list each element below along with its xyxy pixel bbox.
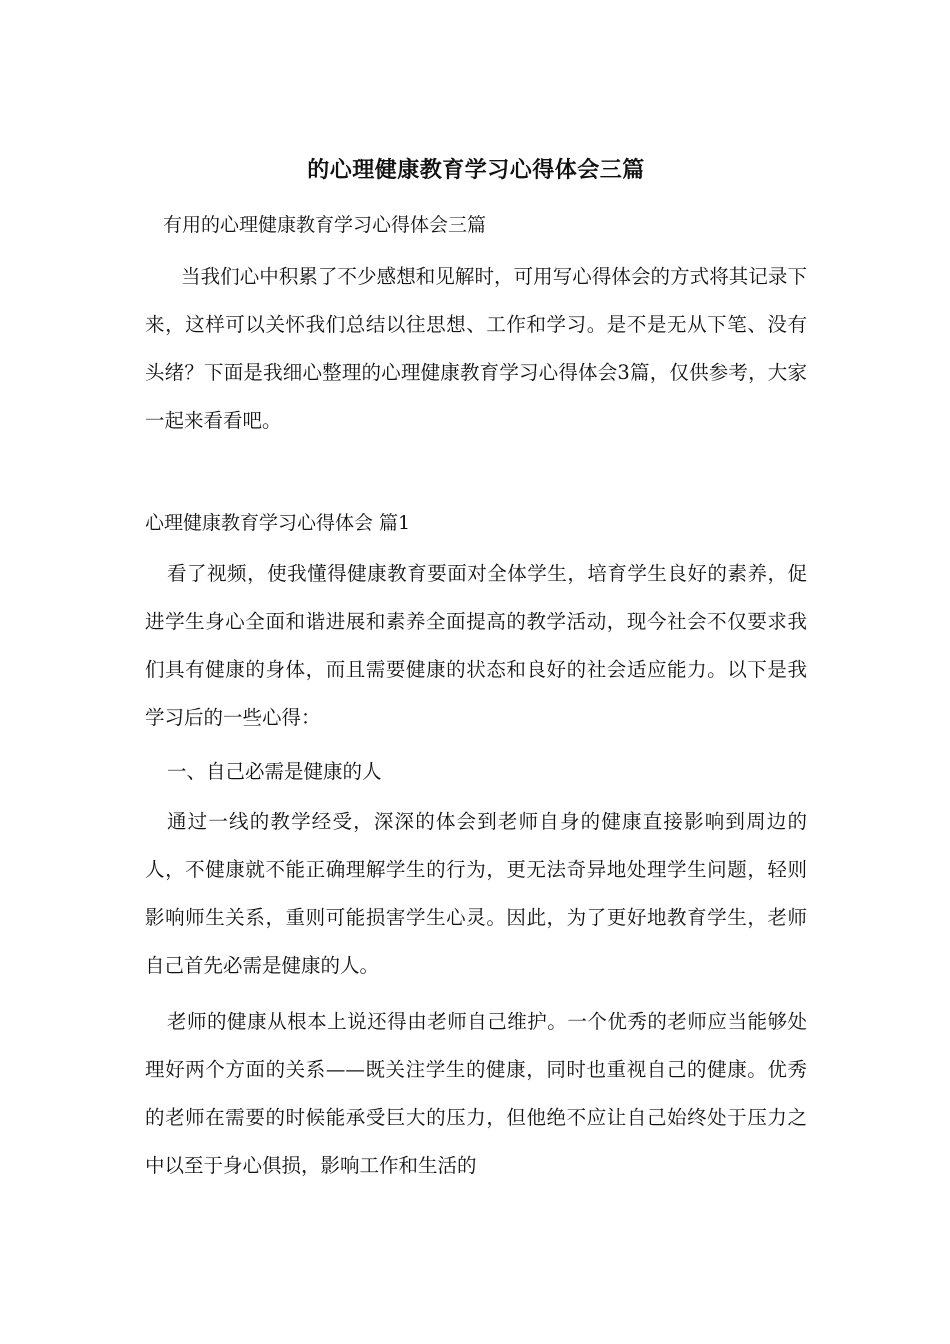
body-paragraph-1: 看了视频，使我懂得健康教育要面对全体学生，培育学生良好的素养，促进学生身心全面和谐进展和素养全面提高的教学活动，现今社会不仅要求我们具有健康的身体，而且需要健康的状态和良好的社会适应能力。以下是我学习后的一些心得： bbox=[145, 562, 807, 729]
body-paragraph-2: 通过一线的教学经受，深深的体会到老师自身的健康直接影响到周边的人，不健康就不能正确理解学生的行为，更无法奇异地处理学生问题，轻则影响师生关系，重则可能损害学生心灵。因此，为了更好地教育学生，老师自己首先必需是健康的人。 bbox=[145, 810, 807, 977]
subheading-one: 一、自己必需是健康的人 bbox=[167, 760, 382, 783]
document-subtitle: 有用的心理健康教育学习心得体会三篇 bbox=[163, 214, 487, 236]
body-paragraph-3: 老师的健康从根本上说还得由老师自己维护。一个优秀的老师应当能够处理好两个方面的关系——既关注学生的健康，同时也重视自己的健康。优秀的老师在需要的时候能承受巨大的压力，但他绝不应让自己始终处于压力之中以至于身心俱损，影响工作和生活的 bbox=[145, 1010, 807, 1177]
document-title: 的心理健康教育学习心得体会三篇 bbox=[307, 157, 645, 183]
intro-paragraph: 当我们心中积累了不少感想和见解时，可用写心得体会的方式将其记录下来，这样可以关怀我们总结以往思想、工作和学习。是不是无从下笔、没有头绪？下面是我细心整理的心理健康教育学习心得体会3篇，仅供参考，大家一起来看看吧。 bbox=[145, 265, 807, 432]
section-heading: 心理健康教育学习心得体会 篇1 bbox=[145, 512, 411, 534]
